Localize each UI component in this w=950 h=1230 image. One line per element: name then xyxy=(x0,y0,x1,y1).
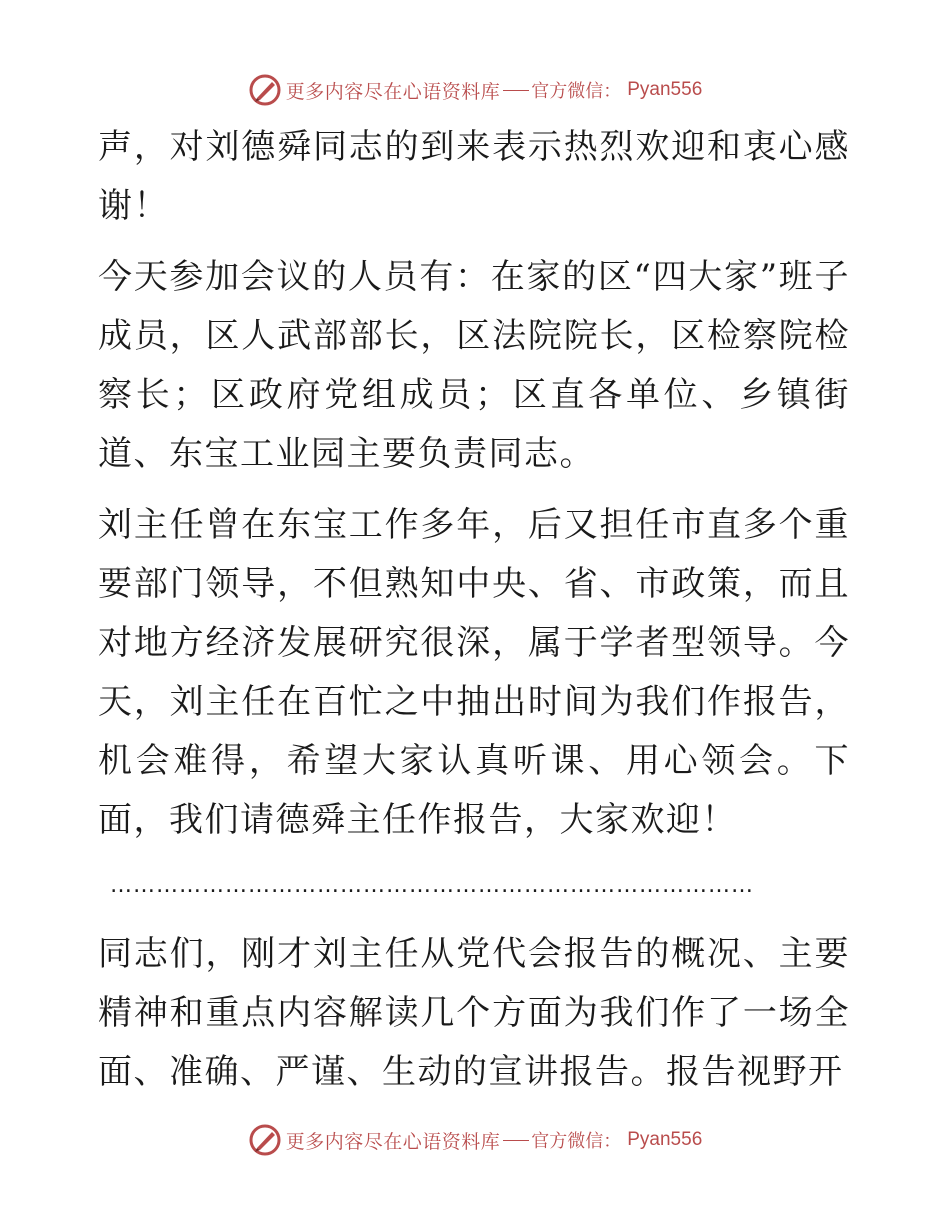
paragraph-1: 声，对刘德舜同志的到来表示热烈欢迎和衷心感谢！ xyxy=(98,127,850,226)
footer-watermark xyxy=(0,1120,950,1160)
watermark-dash xyxy=(503,1140,529,1141)
paragraph-3: 刘主任曾在东宝工作多年，后又担任市直多个重要部门领导，不但熟知中央、省、市政策，而且对地方经济发展研究很深，属于学者型领导。今天，刘主任在百忙之中抽出时间为我们作报告，机会难得，希望大家认真听课、用心领会。下面，我们请德舜主任作报告，大家欢迎！ xyxy=(98,505,850,840)
watermark-wechat-id: Pyan556 xyxy=(627,1129,703,1150)
header-watermark xyxy=(0,70,950,110)
watermark-official: 官方微信： xyxy=(531,1131,622,1152)
watermark-dash xyxy=(503,90,529,91)
document-body xyxy=(98,118,850,1102)
ellipsis-separator: ………………………………………………………………………… xyxy=(110,873,754,898)
watermark-official: 官方微信： xyxy=(531,81,622,102)
watermark-text: 更多内容尽在心语资料库 xyxy=(285,80,501,103)
pen-logo-icon xyxy=(248,73,282,107)
paragraph-2: 今天参加会议的人员有：在家的区“四大家”班子成员，区人武部部长，区法院院长，区检察院检察长；区政府党组成员；区直各单位、乡镇街道、东宝工业园主要负责同志。 xyxy=(98,257,850,474)
paragraph-4: 同志们，刚才刘主任从党代会报告的概况、主要精神和重点内容解读几个方面为我们作了一场全面、准确、严谨、生动的宣讲报告。报告视野开 xyxy=(98,934,850,1092)
pen-logo-icon xyxy=(248,1123,282,1157)
watermark-wechat-id: Pyan556 xyxy=(627,79,703,100)
watermark-text: 更多内容尽在心语资料库 xyxy=(285,1130,501,1153)
